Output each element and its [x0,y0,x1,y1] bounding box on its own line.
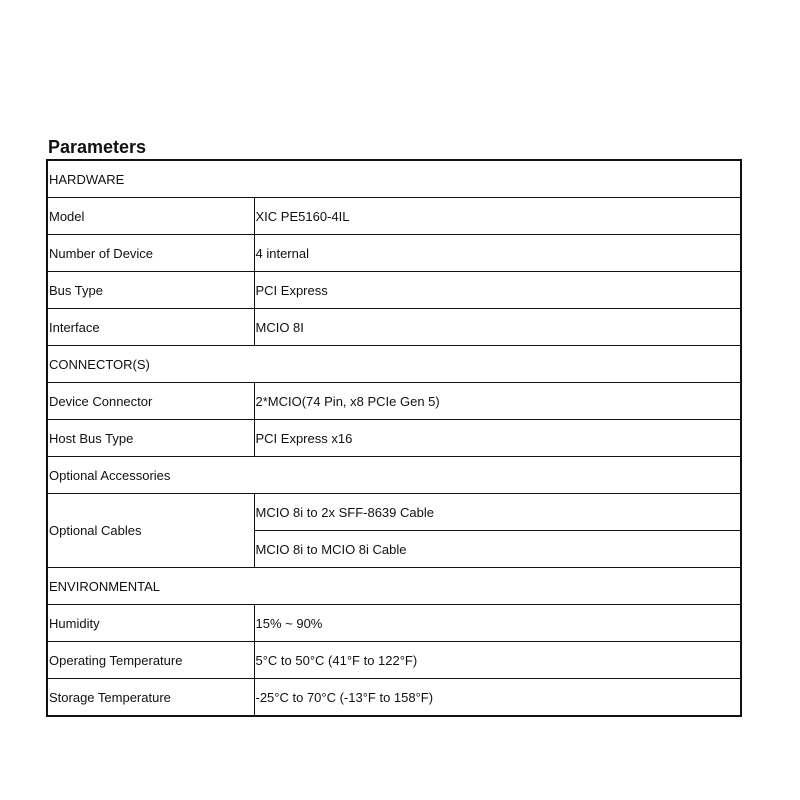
section-heading-environmental: ENVIRONMENTAL [47,568,741,605]
table-row [47,235,741,272]
section-heading-connectors: CONNECTOR(S) [47,346,741,383]
row-value: PCI Express x16 [254,420,741,457]
table-row [47,198,741,235]
row-value: 4 internal [254,235,741,272]
row-value: MCIO 8i to 2x SFF-8639 Cable [254,494,741,531]
row-value: PCI Express [254,272,741,309]
page-title: Parameters [48,137,147,157]
row-label: Number of Device [47,235,254,272]
row-value: XIC PE5160-4IL [254,198,741,235]
section-heading-accessories: Optional Accessories [47,457,741,494]
row-label: Model [47,198,254,235]
table-row [47,420,741,457]
row-value: MCIO 8I [254,309,741,346]
table-row [47,383,741,420]
row-label: Operating Temperature [47,642,254,679]
table-row [47,679,741,717]
row-label-optional-cables: Optional Cables [47,494,254,568]
table-row [47,309,741,346]
section-header-row [47,346,741,383]
table-row [47,642,741,679]
row-value: MCIO 8i to MCIO 8i Cable [254,531,741,568]
table-row [47,605,741,642]
row-label: Bus Type [47,272,254,309]
row-value: 5°C to 50°C (41°F to 122°F) [254,642,741,679]
row-label: Interface [47,309,254,346]
row-label: Storage Temperature [47,679,254,717]
row-value: -25°C to 70°C (-13°F to 158°F) [254,679,741,717]
section-heading-hardware: HARDWARE [47,160,741,198]
row-value: 2*MCIO(74 Pin, x8 PCIe Gen 5) [254,383,741,420]
table-row [47,494,741,531]
row-label: Host Bus Type [47,420,254,457]
table-row [47,272,741,309]
row-value: 15% ~ 90% [254,605,741,642]
section-header-row [47,457,741,494]
row-label: Device Connector [47,383,254,420]
section-header-row [47,568,741,605]
parameters-table [46,159,742,717]
row-label: Humidity [47,605,254,642]
section-header-row [47,160,741,198]
